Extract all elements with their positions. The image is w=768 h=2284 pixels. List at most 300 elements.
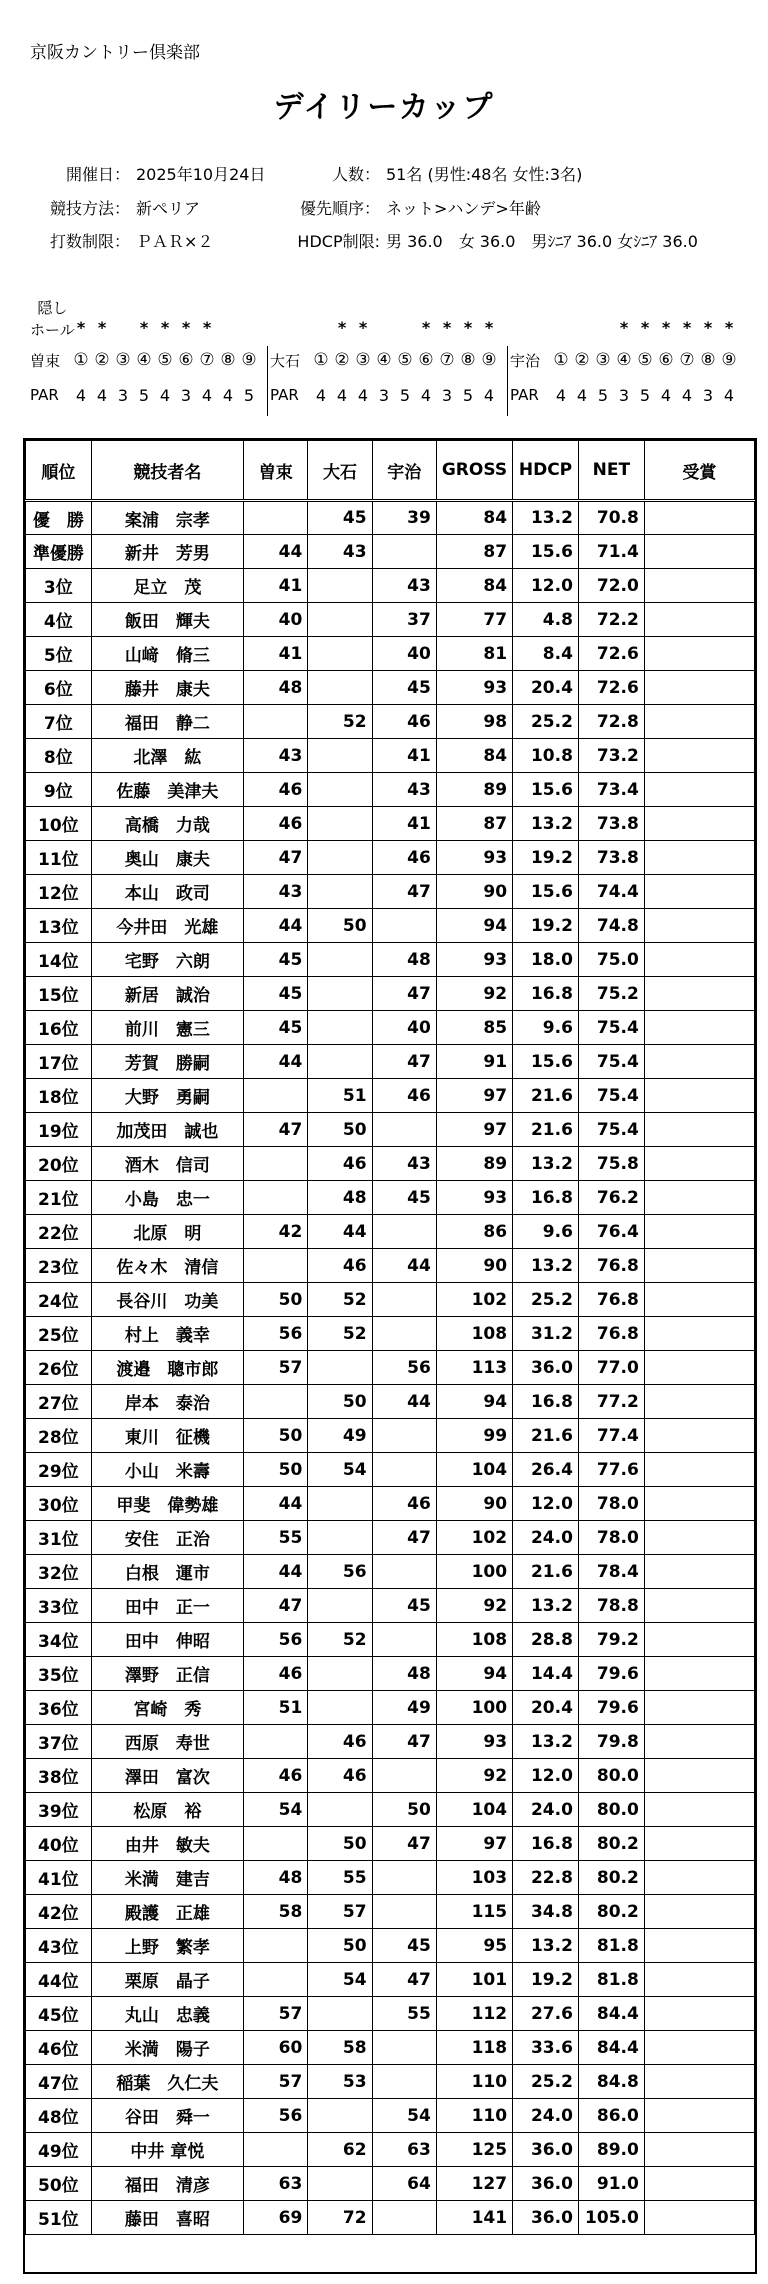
hole-par: 4 — [555, 386, 567, 405]
player-name-cell: 佐々木 清信 — [91, 1249, 243, 1283]
sotsuka-score-cell: 47 — [244, 1113, 308, 1147]
rank-cell: 24位 — [26, 1283, 92, 1317]
oishi-score-cell: 48 — [308, 1181, 372, 1215]
oishi-score-cell — [308, 807, 372, 841]
hdcp-cell: 21.6 — [513, 1079, 579, 1113]
sotsuka-score-cell — [244, 1181, 308, 1215]
net-cell: 75.0 — [578, 943, 644, 977]
sotsuka-score-cell — [244, 1249, 308, 1283]
award-cell — [644, 1555, 754, 1589]
rank-cell: 3位 — [26, 569, 92, 603]
hdcp-cell: 16.8 — [513, 1385, 579, 1419]
hole-number: ② — [574, 350, 590, 370]
gross-cell: 104 — [436, 1453, 512, 1487]
net-cell: 75.4 — [578, 1079, 644, 1113]
uji-score-cell: 63 — [372, 2133, 436, 2167]
hole-number: ① — [313, 350, 329, 370]
sotsuka-score-cell: 48 — [244, 671, 308, 705]
player-name-cell: 高橋 力哉 — [91, 807, 243, 841]
uji-score-cell — [372, 1113, 436, 1147]
gross-cell: 93 — [436, 1181, 512, 1215]
rank-cell: 5位 — [26, 637, 92, 671]
table-row — [26, 875, 755, 909]
hdcp-cell: 10.8 — [513, 739, 579, 773]
player-name-cell: 前川 憲三 — [91, 1011, 243, 1045]
hdcp-cell: 13.2 — [513, 1929, 579, 1963]
net-cell: 105.0 — [578, 2201, 644, 2235]
uji-score-cell: 47 — [372, 1521, 436, 1555]
oishi-score-cell: 54 — [308, 1963, 372, 1997]
hdcp-cell: 31.2 — [513, 1317, 579, 1351]
hole-par: 4 — [483, 386, 495, 405]
sotsuka-score-cell — [244, 705, 308, 739]
sotsuka-score-cell: 44 — [244, 1487, 308, 1521]
table-row — [26, 1521, 755, 1555]
net-cell: 84.4 — [578, 1997, 644, 2031]
rank-cell: 47位 — [26, 2065, 92, 2099]
uji-score-cell — [372, 1759, 436, 1793]
gross-cell: 113 — [436, 1351, 512, 1385]
hole-par: 4 — [336, 386, 348, 405]
net-cell: 78.0 — [578, 1521, 644, 1555]
uji-score-cell: 45 — [372, 1929, 436, 1963]
hole-par: 5 — [243, 386, 255, 405]
award-cell — [644, 1045, 754, 1079]
hole-number: ⑥ — [418, 350, 434, 370]
hdcp-cell: 24.0 — [513, 1521, 579, 1555]
rank-cell: 6位 — [26, 671, 92, 705]
hidden-hole-mark: * — [76, 318, 86, 337]
uji-score-cell: 48 — [372, 943, 436, 977]
hdcp-value: 男 36.0 女 36.0 男ｼﾆｱ 36.0 女ｼﾆｱ 36.0 — [386, 232, 698, 251]
gross-cell: 90 — [436, 875, 512, 909]
sotsuka-score-cell: 50 — [244, 1453, 308, 1487]
hole-number: ④ — [376, 350, 392, 370]
hdcp-cell: 15.6 — [513, 773, 579, 807]
player-name-cell: 藤田 喜昭 — [91, 2201, 243, 2235]
rank-cell: 準優勝 — [26, 535, 92, 569]
hdcp-label: HDCP制限: — [297, 232, 380, 251]
gross-cell: 99 — [436, 1419, 512, 1453]
sotsuka-score-cell — [244, 1827, 308, 1861]
hdcp-cell: 12.0 — [513, 1487, 579, 1521]
table-row — [26, 501, 755, 535]
hole-par: 5 — [138, 386, 150, 405]
gross-cell: 95 — [436, 1929, 512, 1963]
oishi-score-cell — [308, 1011, 372, 1045]
player-name-cell: 稲葉 久仁夫 — [91, 2065, 243, 2099]
sotsuka-score-cell — [244, 1725, 308, 1759]
net-cell: 76.8 — [578, 1249, 644, 1283]
hole-number: ⑧ — [220, 350, 236, 370]
hole-par: 4 — [159, 386, 171, 405]
sotsuka-score-cell: 50 — [244, 1419, 308, 1453]
table-row — [26, 1929, 755, 1963]
priority-label: 優先順序： — [299, 199, 380, 218]
hole-par: 5 — [597, 386, 609, 405]
gross-cell: 94 — [436, 909, 512, 943]
rank-cell: 22位 — [26, 1215, 92, 1249]
hole-number: ⑤ — [397, 350, 413, 370]
gross-cell: 104 — [436, 1793, 512, 1827]
table-row — [26, 1487, 755, 1521]
header-name: 競技者名 — [91, 441, 243, 501]
header-rank: 順位 — [26, 441, 92, 501]
rank-cell: 15位 — [26, 977, 92, 1011]
hole-par: 5 — [399, 386, 411, 405]
hdcp-cell: 12.0 — [513, 1759, 579, 1793]
net-cell: 76.2 — [578, 1181, 644, 1215]
hole-number: ④ — [616, 350, 632, 370]
sotsuka-score-cell — [244, 1963, 308, 1997]
oishi-score-cell — [308, 977, 372, 1011]
gross-cell: 110 — [436, 2099, 512, 2133]
oishi-score-cell — [308, 569, 372, 603]
gross-cell: 118 — [436, 2031, 512, 2065]
hdcp-cell: 15.6 — [513, 535, 579, 569]
hdcp-cell: 15.6 — [513, 875, 579, 909]
hole-number: ⑤ — [637, 350, 653, 370]
uji-score-cell: 46 — [372, 1079, 436, 1113]
uji-score-cell — [372, 1419, 436, 1453]
player-name-cell: 田中 正一 — [91, 1589, 243, 1623]
award-cell — [644, 1759, 754, 1793]
net-cell: 74.8 — [578, 909, 644, 943]
hidden-label-line1: 隠し — [37, 299, 68, 317]
oishi-score-cell: 50 — [308, 1113, 372, 1147]
gross-cell: 81 — [436, 637, 512, 671]
rank-cell: 17位 — [26, 1045, 92, 1079]
club-name: 京阪カントリー倶楽部 — [30, 43, 200, 63]
oishi-score-cell — [308, 739, 372, 773]
player-name-cell: 芳賀 勝嗣 — [91, 1045, 243, 1079]
rank-cell: 23位 — [26, 1249, 92, 1283]
hdcp-cell: 14.4 — [513, 1657, 579, 1691]
uji-score-cell: 47 — [372, 1827, 436, 1861]
hdcp-cell: 36.0 — [513, 2167, 579, 2201]
oishi-score-cell: 50 — [308, 1827, 372, 1861]
rank-cell: 優 勝 — [26, 501, 92, 535]
oishi-score-cell — [308, 1997, 372, 2031]
hole-par: 4 — [357, 386, 369, 405]
header-uji: 宇治 — [372, 441, 436, 501]
sotsuka-score-cell: 44 — [244, 1045, 308, 1079]
rank-cell: 49位 — [26, 2133, 92, 2167]
table-row — [26, 1113, 755, 1147]
award-cell — [644, 2031, 754, 2065]
count-label: 人数： — [331, 165, 380, 184]
player-name-cell: 澤野 正信 — [91, 1657, 243, 1691]
player-name-cell: 酒木 信司 — [91, 1147, 243, 1181]
hdcp-cell: 21.6 — [513, 1555, 579, 1589]
award-cell — [644, 1419, 754, 1453]
hidden-hole-mark: * — [202, 318, 212, 337]
oishi-score-cell — [308, 603, 372, 637]
method-value: 新ペリア — [136, 199, 201, 218]
results-table — [25, 440, 755, 2235]
gross-cell: 92 — [436, 1589, 512, 1623]
award-cell — [644, 807, 754, 841]
header-net: NET — [578, 441, 644, 501]
rank-cell: 25位 — [26, 1317, 92, 1351]
net-cell: 81.8 — [578, 1963, 644, 1997]
rank-cell: 12位 — [26, 875, 92, 909]
sotsuka-score-cell — [244, 1929, 308, 1963]
net-cell: 76.8 — [578, 1317, 644, 1351]
gross-cell: 77 — [436, 603, 512, 637]
award-cell — [644, 739, 754, 773]
gross-cell: 87 — [436, 807, 512, 841]
player-name-cell: 米満 建吉 — [91, 1861, 243, 1895]
award-cell — [644, 2133, 754, 2167]
table-row — [26, 705, 755, 739]
rank-cell: 10位 — [26, 807, 92, 841]
award-cell — [644, 1657, 754, 1691]
uji-score-cell: 44 — [372, 1385, 436, 1419]
oishi-score-cell: 44 — [308, 1215, 372, 1249]
player-name-cell: 山﨑 脩三 — [91, 637, 243, 671]
hole-par: 4 — [576, 386, 588, 405]
sotsuka-score-cell: 41 — [244, 637, 308, 671]
net-cell: 80.0 — [578, 1793, 644, 1827]
header-award: 受賞 — [644, 441, 754, 501]
date-label: 開催日： — [65, 165, 130, 184]
hole-par: 3 — [702, 386, 714, 405]
gross-cell: 90 — [436, 1487, 512, 1521]
net-cell: 72.8 — [578, 705, 644, 739]
sotsuka-score-cell: 46 — [244, 807, 308, 841]
oishi-score-cell: 55 — [308, 1861, 372, 1895]
hidden-hole-mark: * — [160, 318, 170, 337]
rank-cell: 33位 — [26, 1589, 92, 1623]
award-cell — [644, 1317, 754, 1351]
oishi-score-cell: 51 — [308, 1079, 372, 1113]
oishi-score-cell: 62 — [308, 2133, 372, 2167]
oishi-score-cell: 58 — [308, 2031, 372, 2065]
rank-cell: 27位 — [26, 1385, 92, 1419]
gross-cell: 89 — [436, 773, 512, 807]
hole-number: ① — [73, 350, 89, 370]
sotsuka-score-cell: 54 — [244, 1793, 308, 1827]
award-cell — [644, 841, 754, 875]
hidden-hole-mark: * — [139, 318, 149, 337]
page-title: デイリーカップ — [273, 90, 495, 125]
gross-cell: 89 — [436, 1147, 512, 1181]
hole-par: 3 — [117, 386, 129, 405]
oishi-score-cell — [308, 1487, 372, 1521]
award-cell — [644, 1487, 754, 1521]
uji-score-cell: 41 — [372, 807, 436, 841]
table-row — [26, 535, 755, 569]
hole-number: ② — [334, 350, 350, 370]
uji-score-cell: 45 — [372, 1181, 436, 1215]
gross-cell: 97 — [436, 1079, 512, 1113]
hidden-hole-mark: * — [337, 318, 347, 337]
net-cell: 72.6 — [578, 637, 644, 671]
net-cell: 79.6 — [578, 1657, 644, 1691]
net-cell: 84.4 — [578, 2031, 644, 2065]
sotsuka-score-cell: 58 — [244, 1895, 308, 1929]
table-row — [26, 1317, 755, 1351]
net-cell: 80.2 — [578, 1895, 644, 1929]
hole-par: 5 — [639, 386, 651, 405]
award-cell — [644, 2201, 754, 2235]
sotsuka-score-cell — [244, 1147, 308, 1181]
table-row — [26, 1895, 755, 1929]
gross-cell: 97 — [436, 1113, 512, 1147]
net-cell: 71.4 — [578, 535, 644, 569]
award-cell — [644, 501, 754, 535]
gross-cell: 93 — [436, 943, 512, 977]
table-row — [26, 2031, 755, 2065]
award-cell — [644, 773, 754, 807]
player-name-cell: 東川 征機 — [91, 1419, 243, 1453]
rank-cell: 19位 — [26, 1113, 92, 1147]
oishi-score-cell — [308, 671, 372, 705]
uji-score-cell: 48 — [372, 1657, 436, 1691]
gross-cell: 97 — [436, 1827, 512, 1861]
net-cell: 75.8 — [578, 1147, 644, 1181]
sotsuka-score-cell: 45 — [244, 943, 308, 977]
uji-score-cell: 45 — [372, 1589, 436, 1623]
net-cell: 73.4 — [578, 773, 644, 807]
uji-score-cell — [372, 535, 436, 569]
oishi-score-cell: 53 — [308, 2065, 372, 2099]
hidden-hole-mark: * — [640, 318, 650, 337]
table-row — [26, 1691, 755, 1725]
oishi-score-cell: 46 — [308, 1725, 372, 1759]
oishi-score-cell: 52 — [308, 705, 372, 739]
hole-number: ③ — [355, 350, 371, 370]
sotsuka-score-cell — [244, 2133, 308, 2167]
course-name: 曽束 — [30, 352, 61, 370]
award-cell — [644, 2167, 754, 2201]
player-name-cell: 福田 静二 — [91, 705, 243, 739]
rank-cell: 31位 — [26, 1521, 92, 1555]
course-name: 大石 — [270, 352, 301, 370]
rank-cell: 16位 — [26, 1011, 92, 1045]
table-row — [26, 1079, 755, 1113]
net-cell: 75.4 — [578, 1113, 644, 1147]
table-row — [26, 2167, 755, 2201]
hole-par: 4 — [723, 386, 735, 405]
player-name-cell: 栗原 晶子 — [91, 1963, 243, 1997]
gross-cell: 100 — [436, 1555, 512, 1589]
gross-cell: 93 — [436, 841, 512, 875]
net-cell: 72.2 — [578, 603, 644, 637]
player-name-cell: 岸本 泰治 — [91, 1385, 243, 1419]
rank-cell: 41位 — [26, 1861, 92, 1895]
rank-cell: 7位 — [26, 705, 92, 739]
hidden-hole-mark: * — [682, 318, 692, 337]
hole-number: ⑦ — [679, 350, 695, 370]
rank-cell: 46位 — [26, 2031, 92, 2065]
player-name-cell: 今井田 光雄 — [91, 909, 243, 943]
award-cell — [644, 1521, 754, 1555]
award-cell — [644, 1793, 754, 1827]
hole-par: 4 — [681, 386, 693, 405]
rank-cell: 50位 — [26, 2167, 92, 2201]
gross-cell: 115 — [436, 1895, 512, 1929]
award-cell — [644, 569, 754, 603]
uji-score-cell: 47 — [372, 1963, 436, 1997]
gross-cell: 101 — [436, 1963, 512, 1997]
sotsuka-score-cell: 46 — [244, 773, 308, 807]
gross-cell: 102 — [436, 1283, 512, 1317]
award-cell — [644, 1181, 754, 1215]
info-method — [30, 196, 200, 219]
award-cell — [644, 1385, 754, 1419]
hdcp-cell: 13.2 — [513, 1147, 579, 1181]
hdcp-cell: 9.6 — [513, 1011, 579, 1045]
net-cell: 75.2 — [578, 977, 644, 1011]
hdcp-cell: 16.8 — [513, 1181, 579, 1215]
hdcp-cell: 21.6 — [513, 1113, 579, 1147]
player-name-cell: 新居 誠治 — [91, 977, 243, 1011]
uji-score-cell: 46 — [372, 841, 436, 875]
hole-number: ⑤ — [157, 350, 173, 370]
hole-number: ⑧ — [460, 350, 476, 370]
par-label: PAR — [30, 386, 59, 404]
info-priority — [280, 196, 541, 219]
player-name-cell: 中井 章悦 — [91, 2133, 243, 2167]
rank-cell: 32位 — [26, 1555, 92, 1589]
net-cell: 76.8 — [578, 1283, 644, 1317]
hidden-holes-grid — [30, 318, 750, 418]
course-block — [510, 318, 750, 418]
hdcp-cell: 18.0 — [513, 943, 579, 977]
hole-par: 4 — [201, 386, 213, 405]
hole-par: 3 — [180, 386, 192, 405]
info-count — [280, 162, 582, 185]
date-value: 2025年10月24日 — [136, 165, 266, 184]
uji-score-cell — [372, 1623, 436, 1657]
player-name-cell: 奥山 康夫 — [91, 841, 243, 875]
uji-score-cell — [372, 2201, 436, 2235]
table-row — [26, 1997, 755, 2031]
rank-cell: 44位 — [26, 1963, 92, 1997]
table-row — [26, 1181, 755, 1215]
award-cell — [644, 1079, 754, 1113]
uji-score-cell: 46 — [372, 1487, 436, 1521]
hole-par: 4 — [75, 386, 87, 405]
limit-label: 打数制限： — [49, 232, 130, 251]
oishi-score-cell: 50 — [308, 1385, 372, 1419]
sotsuka-score-cell: 44 — [244, 535, 308, 569]
award-cell — [644, 943, 754, 977]
hdcp-cell: 24.0 — [513, 2099, 579, 2133]
net-cell: 77.6 — [578, 1453, 644, 1487]
hdcp-cell: 19.2 — [513, 909, 579, 943]
rank-cell: 18位 — [26, 1079, 92, 1113]
net-cell: 72.6 — [578, 671, 644, 705]
gross-cell: 91 — [436, 1045, 512, 1079]
hidden-hole-mark: * — [421, 318, 431, 337]
player-name-cell: 北澤 紘 — [91, 739, 243, 773]
sotsuka-score-cell: 55 — [244, 1521, 308, 1555]
gross-cell: 90 — [436, 1249, 512, 1283]
net-cell: 70.8 — [578, 501, 644, 535]
award-cell — [644, 1861, 754, 1895]
rank-cell: 39位 — [26, 1793, 92, 1827]
hdcp-cell: 13.2 — [513, 501, 579, 535]
oishi-score-cell — [308, 1589, 372, 1623]
gross-cell: 92 — [436, 1759, 512, 1793]
sotsuka-score-cell: 57 — [244, 1351, 308, 1385]
gross-cell: 85 — [436, 1011, 512, 1045]
award-cell — [644, 1997, 754, 2031]
hidden-hole-mark: * — [181, 318, 191, 337]
